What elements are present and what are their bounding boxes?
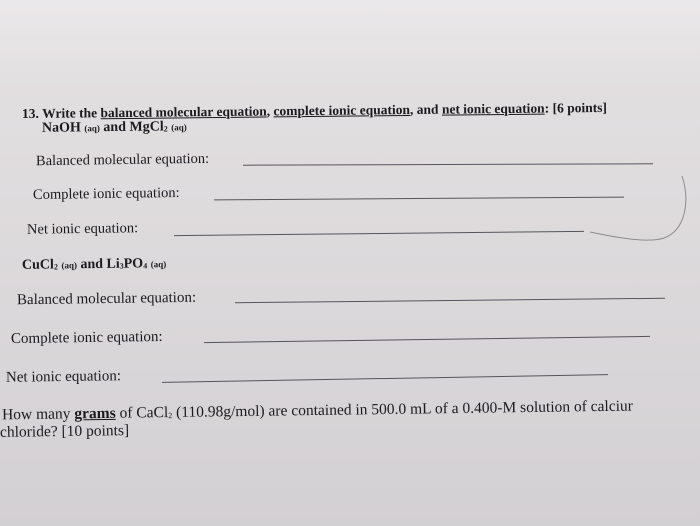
and-word: and bbox=[80, 256, 104, 273]
grams-underlined: grams bbox=[74, 404, 116, 423]
complete-label-2: Complete ionic equation: bbox=[10, 328, 163, 348]
reactants-pair-1 bbox=[42, 119, 187, 137]
net-label-1: Net ionic equation: bbox=[26, 220, 139, 238]
grams-text-1: of CaCl bbox=[119, 404, 169, 422]
grams-lead: How many bbox=[1, 405, 71, 424]
and-word: and bbox=[103, 119, 127, 136]
state-aq: (aq) bbox=[84, 123, 100, 134]
paper-highlight bbox=[0, 0, 700, 90]
question-number: 13. bbox=[21, 105, 39, 122]
prompt-net-underlined: net ionic equation bbox=[441, 100, 545, 117]
state-aq: (aq) bbox=[150, 259, 167, 270]
prompt-balanced-underlined: balanced molecular equation bbox=[100, 103, 267, 121]
grams-subscript: 2 bbox=[168, 411, 173, 421]
state-aq: (aq) bbox=[171, 122, 187, 133]
balanced-label-2: Balanced molecular equation: bbox=[16, 289, 197, 309]
grams-question-line-2: chloride? [10 points] bbox=[0, 422, 130, 441]
reactants-pair-2 bbox=[22, 256, 166, 274]
reactant-cucl2: CuCl$_2$ bbox=[21, 257, 58, 273]
prompt-lead: Write the bbox=[42, 105, 98, 121]
pen-mark-curve bbox=[590, 170, 700, 250]
prompt-points: : [6 points] bbox=[544, 99, 607, 116]
prompt-comma: , bbox=[266, 103, 271, 119]
reactant-li3po4: $Li_3PO_4$ bbox=[106, 256, 148, 272]
prompt-complete-underlined: complete ionic equation bbox=[273, 102, 411, 119]
reactant-naoh: NaOH bbox=[41, 120, 81, 136]
balanced-label-1: Balanced molecular equation: bbox=[35, 150, 210, 170]
complete-label-1: Complete ionic equation: bbox=[32, 184, 180, 204]
prompt-mid: , and bbox=[409, 101, 439, 117]
reactant-mgcl2: MgCl$_2$ bbox=[129, 119, 168, 135]
net-label-2: Net ionic equation: bbox=[5, 368, 122, 386]
grams-text-2: (110.98g/mol) are contained in 500.0 mL of a 0.400-M solution of calciur bbox=[175, 397, 634, 421]
state-aq: (aq) bbox=[61, 260, 77, 271]
